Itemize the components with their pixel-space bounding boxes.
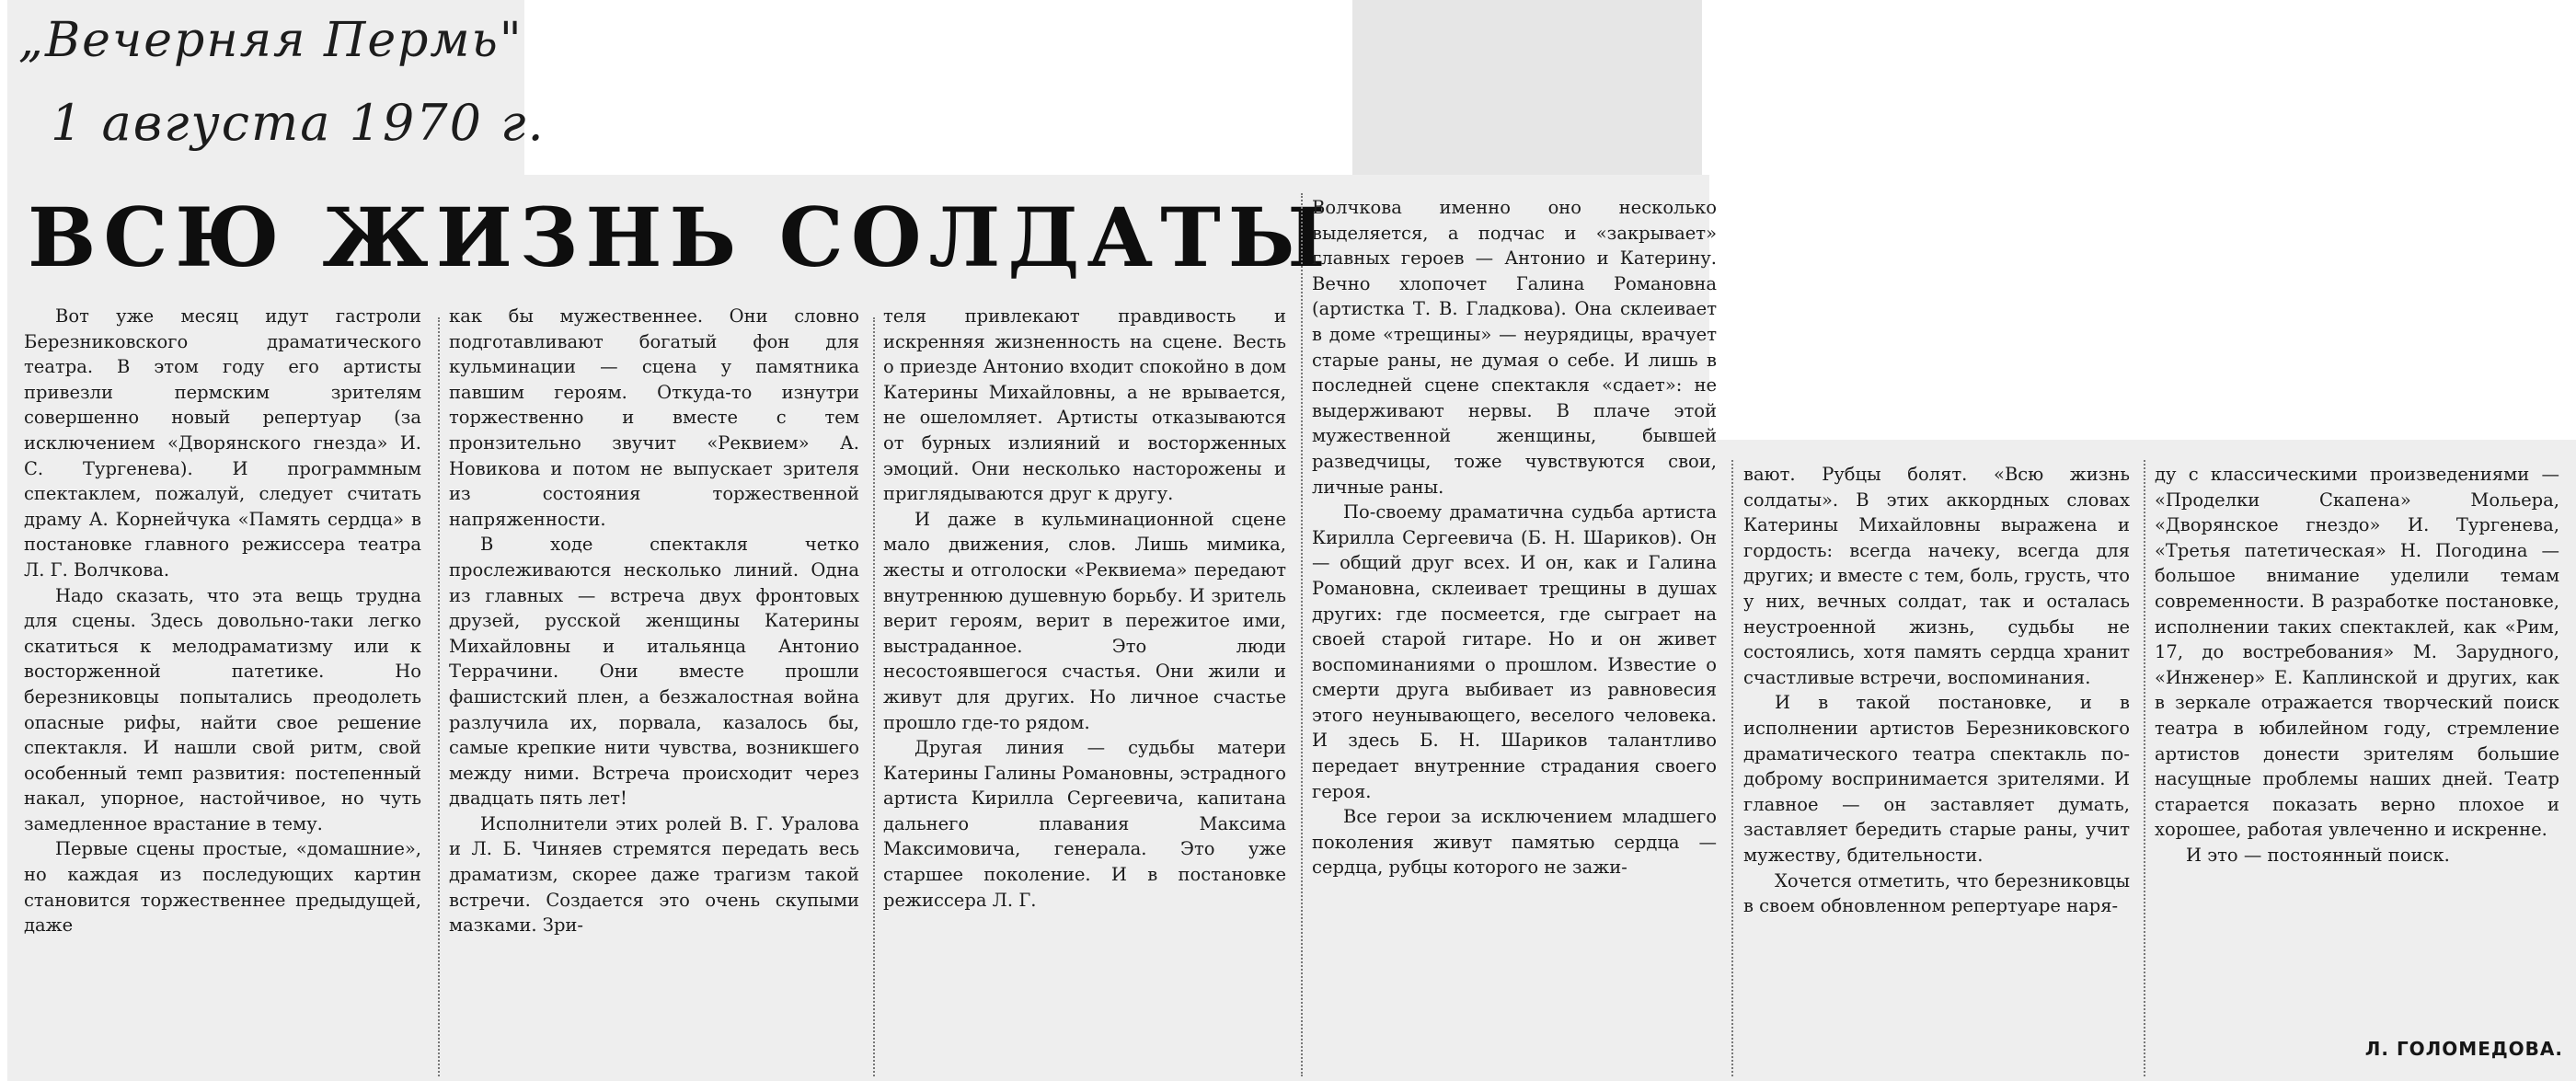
paragraph: ду с классическими произведениями — «Проделки Скапена» Мольера, «Дворянское гнездо» И. Тургенева, «Третья патетическая» Н. Погодина — большое внимание уделили темам современности. В разработке постановке, исполнении таких спектаклей, как «Рим, 17, до востребования» М. Зарудного, «Инженер» Е. Каплинской и других, как в зеркале отражается творческий поиск театра в юбилейном году, стремление артистов донести зрителям большие насущные проблемы наших дней. Театр старается показать верно плохое и хорошее, работая увлеченно и искренне. xyxy=(2155,464,2559,841)
paragraph: И даже в кульминационной сцене мало движения, слов. Лишь мимика, жесты и отголоски «Реквиема» передают внутреннюю душевную борьбу. И зритель верит героям, верит в пережитое ими, выстраданное. Это люди несостоявшегося счастья. Они жили и живут для других. Но личное счастье прошло где-то рядом. xyxy=(883,508,1286,733)
handwritten-date: 1 августа 1970 г. xyxy=(51,94,546,152)
column-rule xyxy=(873,317,875,1076)
paragraph: По-своему драматична судьба артиста Кирилла Сергеевича (Б. Н. Шариков). Он — общий друг всех. И он, как и Галина Романовна, склеивает трещины в душах других: где посмеется, где сыграет на своей старой гитаре. Но и он живет воспоминаниями о прошлом. Известие о смерти друга выбивает из равновесия этого неунывающего, веселого человека. И здесь Б. Н. Шариков талантливо передает внутренние страдания своего героя. xyxy=(1312,501,1717,802)
column-rule xyxy=(1301,193,1303,1076)
paragraph: Другая линия — судьбы матери Катерины Галины Романовны, эстрадного артиста Кирилла Сергеевича, капитана дальнего плавания Максима Максимовича, генерала. Это уже старшее поколение. И в постановке режиссера Л. Г. xyxy=(883,737,1286,911)
article-column-2 xyxy=(449,304,859,938)
column-rule xyxy=(1731,460,1733,1076)
paragraph: теля привлекают правдивость и искренняя жизненность на сцене. Весть о приезде Антонио входит спокойно в дом Катерины Михайловны, а не врывается, не ошеломляет. Артисты отказываются от бурных излияний и восторженных эмоций. Они несколько насторожены и приглядываются друг к другу. xyxy=(883,305,1286,505)
paragraph: В ходе спектакля четко прослеживаются несколько линий. Одна из главных — встреча двух фронтовых друзей, русской женщины Катерины Михайловны и итальянца Антонио Террачини. Они вместе прошли фашистский плен, а безжалостная война разлучила их, порвала, казалось бы, самые крепкие нити чувства, возникшего между ними. Встреча происходит через двадцать пять лет! xyxy=(449,534,859,810)
article-column-1 xyxy=(24,304,421,938)
paragraph: Первые сцены простые, «домашние», но каждая из последующих картин становится торжественнее предыдущей, даже xyxy=(24,838,421,937)
paragraph: Все герои за исключением младшего поколения живут памятью сердца — сердца, рубцы которого не зажи- xyxy=(1312,806,1717,879)
paragraph: Вот уже месяц идут гастроли Березниковского драматического театра. В этом году его артисты привезли пермским зрителям совершенно новый репертуар (за исключением «Дворянского гнезда» И. С. Тургенева). И программным спектаклем, пожалуй, следует считать драму А. Корнейчука «Память сердца» в постановке главного режиссера театра Л. Г. Волчкова. xyxy=(24,305,421,581)
paragraph: Волчкова именно оно несколько выделяется, а подчас и «закрывает» главных героев — Антонио и Катерину. Вечно хлопочет Галина Романовна (артистка Т. В. Гладкова). Она склеивает в доме «трещины» — неурядицы, врачует старые раны, не думая о себе. И лишь в последней сцене спектакля «сдает»: не выдерживают нервы. В плаче этой мужественной женщины, бывшей разведчицы, тоже чувствуются свои, личные раны. xyxy=(1312,197,1717,498)
column-rule xyxy=(2144,460,2145,1076)
article-column-4 xyxy=(1312,195,1717,880)
paragraph: Надо сказать, что эта вещь трудна для сцены. Здесь довольно-таки легко скатиться к мелодраматизму или к восторженной патетике. Но березниковцы попытались преодолеть опасные рифы, найти свое решение спектакля. И нашли свой ритм, свой особенный темп развития: постепенный накал, упорное, настойчивое, но чуть замедленное врастание в тему. xyxy=(24,584,421,834)
paragraph: И в такой постановке, и в исполнении артистов Березниковского драматического театра спектакль по-доброму воспринимается зрителями. И главное — он заставляет думать, заставляет бередить старые раны, учит мужеству, бдительности. xyxy=(1743,692,2130,866)
article-headline: ВСЮ ЖИЗНЬ СОЛДАТЫ xyxy=(28,190,1333,285)
column-rule xyxy=(438,317,440,1076)
article-column-3 xyxy=(883,304,1286,913)
paragraph: Хочется отметить, что березниковцы в своем обновленном репертуаре наря- xyxy=(1743,869,2130,917)
article-column-6 xyxy=(2155,462,2559,868)
paragraph: как бы мужественнее. Они словно подготавливают богатый фон для кульминации — сцена у памятника павшим героям. Откуда-то изнутри торжественно и вместе с тем пронзительно звучит «Реквием» А. Новикова и потом не выпускает зрителя из состояния торжественной напряженности. xyxy=(449,305,859,530)
article-column-5 xyxy=(1743,462,2130,919)
author-signature: Л. ГОЛОМЕДОВА. xyxy=(2364,1038,2563,1060)
paragraph: Исполнители этих ролей В. Г. Уралова и Л. Б. Чиняев стремятся передать весь драматизм, скорее даже трагизм такой встречи. Создается это очень скупыми мазками. Зри- xyxy=(449,812,859,937)
paragraph: вают. Рубцы болят. «Всю жизнь солдаты». В этих аккордных словах Катерины Михайловны выражена и гордость: всегда начеку, всегда для других; и вместе с тем, боль, грусть, что у них, вечных солдат, так и осталась неустроенной жизнь, судьбы не состоялись, хотя память сердца хранит счастливые встречи, воспоминания. xyxy=(1743,464,2130,688)
paragraph: И это — постоянный поиск. xyxy=(2186,844,2450,866)
handwritten-source: „Вечерняя Пермь" xyxy=(18,13,523,68)
mounting-strip xyxy=(1352,0,1702,175)
clipping-lower xyxy=(7,984,2576,1081)
